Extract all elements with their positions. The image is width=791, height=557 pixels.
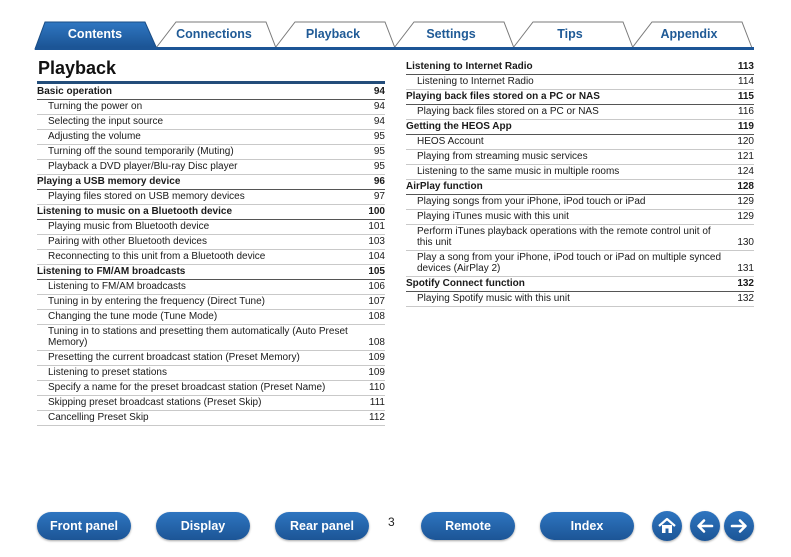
- arrow-right-icon: [724, 511, 754, 541]
- toc-page-number: 111: [369, 397, 385, 408]
- display-button[interactable]: Display: [156, 512, 250, 540]
- toc-entry-title: Basic operation: [37, 86, 113, 97]
- toc-entry-title: Playing files stored on USB memory devices: [48, 191, 245, 202]
- toc-page-number: 94: [373, 86, 385, 97]
- toc-entry-row[interactable]: [37, 295, 385, 310]
- toc-entry-row[interactable]: [406, 105, 754, 120]
- remote-button[interactable]: Remote: [421, 512, 515, 540]
- toc-entry-title: Tuning in by entering the frequency (Direct Tune): [48, 296, 265, 307]
- toc-entry-row[interactable]: [406, 75, 754, 90]
- toc-entry-title: Cancelling Preset Skip: [48, 412, 149, 423]
- toc-left-column: [37, 85, 385, 426]
- toc-entry-title: Pairing with other Bluetooth devices: [48, 236, 207, 247]
- toc-entry-row[interactable]: [37, 411, 385, 426]
- toc-entry-title: Adjusting the volume: [48, 131, 141, 142]
- toc-page-number: 131: [737, 263, 754, 274]
- toc-page-number: 105: [368, 266, 385, 277]
- toc-entry-row[interactable]: [37, 190, 385, 205]
- toc-entry-row[interactable]: [37, 145, 385, 160]
- toc-page-number: 94: [373, 116, 385, 127]
- toc-entry-row[interactable]: [37, 130, 385, 145]
- tab-shapes: [0, 0, 791, 52]
- toc-entry-title: Listening to music on a Bluetooth device: [37, 206, 233, 217]
- toc-entry-row[interactable]: [406, 195, 754, 210]
- toc-entry-row[interactable]: [406, 292, 754, 307]
- toc-entry-row[interactable]: [37, 235, 385, 250]
- tab-playback[interactable]: Playback: [305, 27, 361, 41]
- toc-page-number: 100: [368, 206, 385, 217]
- front-panel-button[interactable]: Front panel: [37, 512, 131, 540]
- toc-section-row[interactable]: [406, 180, 754, 195]
- toc-page-number: 109: [368, 352, 385, 363]
- home-icon: [652, 511, 682, 541]
- tab-bar: [0, 0, 791, 52]
- toc-entry-row[interactable]: [406, 210, 754, 225]
- toc-entry-row[interactable]: [37, 325, 385, 351]
- toc-entry-title: Playing songs from your iPhone, iPod touch or iPad: [417, 196, 646, 207]
- toc-page-number: 129: [737, 211, 754, 222]
- toc-entry-title: Changing the tune mode (Tune Mode): [48, 311, 218, 322]
- toc-entry-title: Listening to FM/AM broadcasts: [48, 281, 186, 292]
- toc-entry-title: AirPlay function: [406, 181, 483, 192]
- toc-page-number: 124: [737, 166, 754, 177]
- toc-page-number: 132: [737, 278, 754, 289]
- arrow-left-icon: [690, 511, 720, 541]
- toc-section-row[interactable]: [406, 120, 754, 135]
- toc-entry-row[interactable]: [37, 381, 385, 396]
- toc-page-number: 108: [368, 311, 385, 322]
- back-button[interactable]: [690, 511, 720, 541]
- rear-panel-button[interactable]: Rear panel: [275, 512, 369, 540]
- toc-entry-title: Listening to FM/AM broadcasts: [37, 266, 186, 277]
- toc-section-row[interactable]: [37, 85, 385, 100]
- toc-page-number: 115: [737, 91, 754, 102]
- toc-page-number: 95: [373, 131, 385, 142]
- tab-contents[interactable]: Contents: [67, 27, 123, 41]
- tab-connections[interactable]: Connections: [176, 27, 252, 41]
- toc-page-number: 106: [368, 281, 385, 292]
- toc-entry-row[interactable]: [37, 310, 385, 325]
- home-button[interactable]: [652, 511, 682, 541]
- toc-entry-title: Playing Spotify music with this unit: [417, 293, 570, 304]
- toc-entry-title: Tuning in to stations and presetting them automatically (Auto Preset Memory): [48, 325, 348, 348]
- toc-entry-title: Listening to Internet Radio: [406, 61, 533, 72]
- toc-page-number: 112: [369, 412, 385, 423]
- toc-entry-title: Playing music from Bluetooth device: [48, 221, 210, 232]
- toc-entry-title: Listening to Internet Radio: [417, 76, 534, 87]
- toc-page-number: 114: [738, 76, 754, 87]
- toc-page-number: 97: [373, 191, 385, 202]
- toc-entry-title: Playing back files stored on a PC or NAS: [406, 91, 600, 102]
- toc-entry-row[interactable]: [406, 150, 754, 165]
- tab-settings[interactable]: Settings: [426, 27, 476, 41]
- forward-button[interactable]: [724, 511, 754, 541]
- toc-page-number: 120: [737, 136, 754, 147]
- toc-page-number: 129: [737, 196, 754, 207]
- toc-page-number: 108: [368, 337, 385, 348]
- toc-entry-title: Playing back files stored on a PC or NAS: [417, 106, 599, 117]
- toc-page-number: 107: [368, 296, 385, 307]
- toc-entry-title: Spotify Connect function: [406, 278, 525, 289]
- toc-entry-title: Playback a DVD player/Blu-ray Disc player: [48, 161, 238, 172]
- toc-entry-title: Turning the power on: [48, 101, 143, 112]
- toc-page-number: 95: [373, 161, 385, 172]
- toc-entry-title: Playing a USB memory device: [37, 176, 181, 187]
- toc-entry-row[interactable]: [37, 160, 385, 175]
- toc-page-number: 132: [737, 293, 754, 304]
- toc-page-number: 95: [373, 146, 385, 157]
- index-button[interactable]: Index: [540, 512, 634, 540]
- toc-entry-row[interactable]: [37, 351, 385, 366]
- toc-right-column: [406, 60, 754, 307]
- tab-appendix[interactable]: Appendix: [660, 27, 718, 41]
- toc-page-number: 94: [373, 101, 385, 112]
- toc-entry-row[interactable]: [406, 251, 754, 277]
- toc-page-number: 104: [368, 251, 385, 262]
- toc-entry-row[interactable]: [37, 115, 385, 130]
- toc-entry-row[interactable]: [406, 165, 754, 180]
- toc-page-number: 113: [737, 61, 754, 72]
- toc-page-number: 119: [737, 121, 754, 132]
- toc-section-row[interactable]: [406, 60, 754, 75]
- toc-page-number: 103: [368, 236, 385, 247]
- toc-entry-title: Playing from streaming music services: [417, 151, 588, 162]
- toc-entry-title: Listening to preset stations: [48, 367, 167, 378]
- toc-page-number: 121: [737, 151, 754, 162]
- toc-entry-row[interactable]: [406, 135, 754, 150]
- toc-entry-title: HEOS Account: [417, 136, 484, 147]
- toc-page-number: 101: [368, 221, 385, 232]
- toc-page-number: 130: [737, 237, 754, 248]
- toc-entry-title: Listening to the same music in multiple rooms: [417, 166, 620, 177]
- toc-entry-title: Presetting the current broadcast station (Preset Memory): [48, 352, 300, 363]
- toc-page-number: 116: [738, 106, 754, 117]
- page-title: Playback: [38, 58, 117, 78]
- title-underline: [37, 81, 385, 84]
- toc-entry-title: Reconnecting to this unit from a Bluetooth device: [48, 251, 266, 262]
- toc-entry-title: Play a song from your iPhone, iPod touch or iPad on multiple synced devices (AirPlay 2): [417, 251, 722, 274]
- toc-section-row[interactable]: [37, 205, 385, 220]
- toc-page-number: 110: [369, 382, 385, 393]
- toc-entry-title: Getting the HEOS App: [406, 121, 512, 132]
- toc-entry-title: Playing iTunes music with this unit: [417, 211, 569, 222]
- toc-entry-row[interactable]: [406, 225, 754, 251]
- toc-section-row[interactable]: [406, 277, 754, 292]
- toc-page-number: 109: [368, 367, 385, 378]
- page-number: 3: [388, 515, 395, 529]
- toc-entry-row[interactable]: [37, 366, 385, 381]
- tab-tips[interactable]: Tips: [557, 27, 583, 41]
- toc-entry-row[interactable]: [37, 280, 385, 295]
- toc-entry-row[interactable]: [37, 220, 385, 235]
- toc-entry-row[interactable]: [37, 396, 385, 411]
- toc-entry-row[interactable]: [37, 250, 385, 265]
- toc-section-row[interactable]: [406, 90, 754, 105]
- toc-entry-title: Skipping preset broadcast stations (Preset Skip): [48, 397, 262, 408]
- toc-entry-title: Perform iTunes playback operations with the remote control unit of this unit: [417, 225, 711, 248]
- toc-section-row[interactable]: [37, 175, 385, 190]
- toc-entry-title: Specify a name for the preset broadcast station (Preset Name): [48, 382, 326, 393]
- toc-entry-title: Selecting the input source: [48, 116, 164, 127]
- toc-section-row[interactable]: [37, 265, 385, 280]
- toc-page-number: 96: [373, 176, 385, 187]
- toc-entry-title: Turning off the sound temporarily (Muting): [48, 146, 234, 157]
- toc-entry-row[interactable]: [37, 100, 385, 115]
- toc-page-number: 128: [737, 181, 754, 192]
